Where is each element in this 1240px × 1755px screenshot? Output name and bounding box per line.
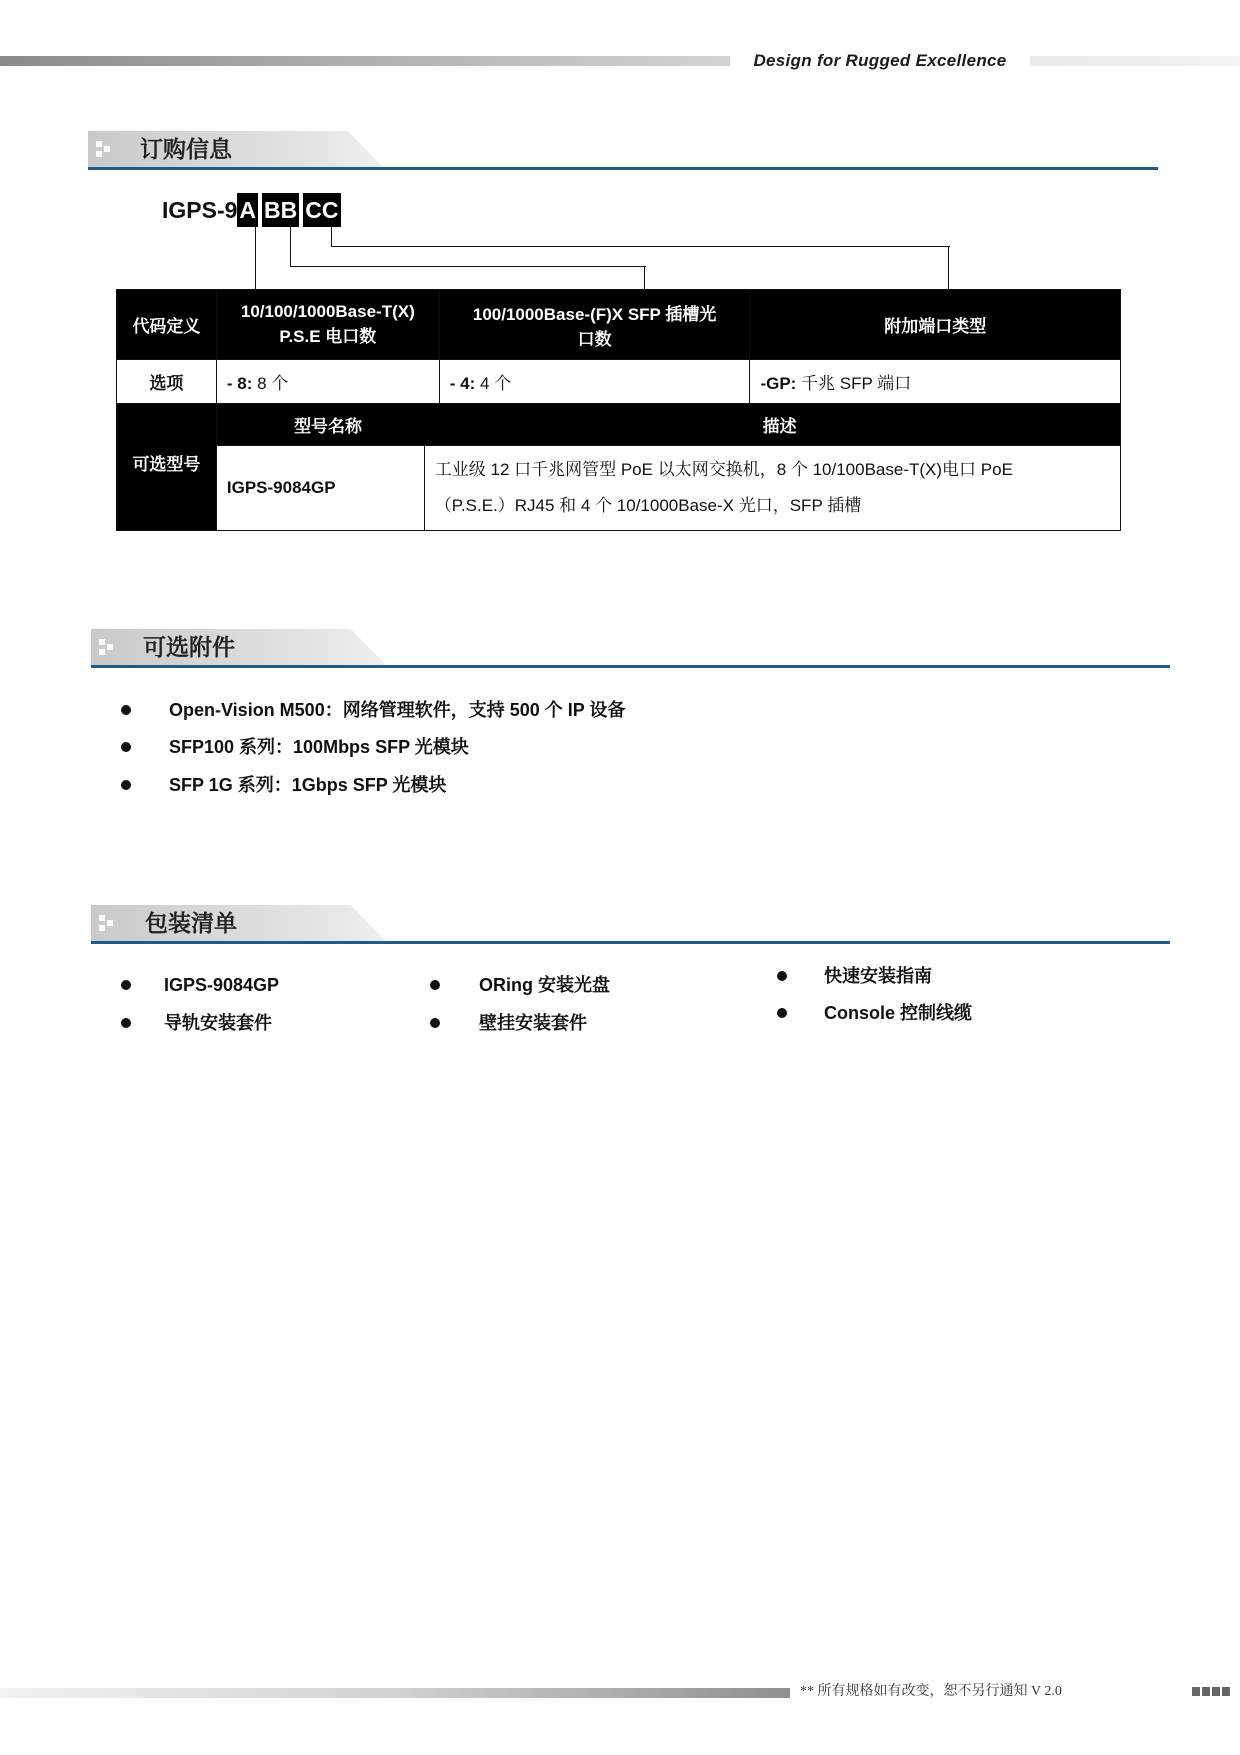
option-label: 选项: [117, 360, 217, 404]
footer-band: [0, 1688, 790, 1698]
section-tab: [91, 905, 386, 941]
ordering-table: [116, 289, 1121, 531]
section-title: 订购信息: [140, 136, 232, 162]
bullet-dot: [121, 780, 131, 790]
section-rule: [91, 665, 1170, 668]
accessory-item: SFP100 系列：100Mbps SFP 光模块: [169, 737, 469, 757]
section-bullet-icon: [96, 141, 112, 157]
col-extra-header: 附加端口类型: [750, 290, 1121, 360]
option-sfp-text: 4 个: [475, 374, 512, 393]
model-code-a: A: [237, 193, 258, 227]
section-heading-accessories: [91, 629, 1170, 667]
option-extra-code: -GP:: [760, 374, 797, 393]
col-ports-header: [216, 290, 439, 360]
section-bullet-icon: [99, 915, 115, 931]
model-description: [424, 446, 1120, 531]
table-row-options: [117, 360, 1121, 404]
section-rule: [88, 167, 1158, 170]
col-ports-header-line1: 10/100/1000Base-T(X): [240, 302, 415, 321]
model-description-line2: （P.S.E.）RJ45 和 4 个 10/1000Base-X 光口，SFP 插槽: [434, 496, 862, 515]
accessory-item: SFP 1G 系列：1Gbps SFP 光模块: [169, 775, 447, 795]
package-item: IGPS-9084GP: [164, 975, 280, 995]
model-code-cc: CC: [303, 193, 340, 227]
option-ports-code: - 8:: [226, 374, 253, 393]
col-ports-header-line2: P.S.E 电口数: [279, 327, 377, 346]
table-row-model-header: [117, 404, 1121, 446]
package-item: 导轨安装套件: [164, 1013, 272, 1033]
connector-bb-drop: [644, 266, 645, 289]
section-tab: [88, 131, 383, 167]
option-sfp: [439, 360, 750, 404]
section-heading-package: [91, 905, 1170, 943]
option-extra-text: 千兆 SFP 端口: [796, 374, 912, 393]
package-item: 快速安装指南: [824, 966, 932, 986]
section-tab: [91, 629, 386, 665]
bullet-dot: [121, 1018, 131, 1028]
bullet-dot: [121, 980, 131, 990]
bullet-dot: [121, 705, 131, 715]
accessory-item: Open-Vision M500：网络管理软件，支持 500 个 IP 设备: [169, 700, 626, 720]
bullet-dot: [430, 980, 440, 990]
connector-cc-drop: [948, 246, 949, 289]
bullet-dot: [777, 1008, 787, 1018]
model-code: [162, 193, 341, 227]
section-title: 可选附件: [143, 634, 235, 660]
option-ports-text: 8 个: [252, 374, 289, 393]
connector-a: [255, 226, 256, 289]
connector-cc: [331, 226, 950, 247]
section-bullet-icon: [99, 639, 115, 655]
description-header: 描述: [439, 404, 1120, 446]
footer-note: ** 所有规格如有改变，恕不另行通知 V 2.0: [800, 1684, 1062, 1699]
header-band: [0, 56, 1240, 66]
option-ports: [216, 360, 439, 404]
code-def-label: 代码定义: [117, 290, 217, 360]
col-sfp-header-line2: 口数: [577, 329, 612, 349]
model-description-line1: 工业级 12 口千兆网管型 PoE 以太网交换机，8 个 10/100Base-T(X)电口 PoE: [434, 460, 1013, 479]
table-header-row: [117, 290, 1121, 360]
section-rule: [91, 941, 1170, 944]
col-sfp-header: [439, 290, 750, 360]
bullet-dot: [430, 1018, 440, 1028]
bullet-dot: [121, 742, 131, 752]
footer-squares-icon: [1192, 1687, 1230, 1697]
bullet-dot: [777, 971, 787, 981]
col-sfp-header-line1: 100/1000Base-(F)X SFP 插槽光: [472, 304, 717, 324]
package-item: Console 控制线缆: [824, 1003, 973, 1023]
package-item: 壁挂安装套件: [479, 1013, 587, 1033]
table-row-model: [117, 446, 1121, 531]
models-label: 可选型号: [117, 404, 217, 531]
package-item: ORing 安装光盘: [479, 975, 610, 995]
option-extra: [750, 360, 1121, 404]
section-title: 包装清单: [145, 910, 237, 936]
model-code-bb: BB: [262, 193, 299, 227]
model-name: IGPS-9084GP: [216, 446, 424, 531]
model-name-header: 型号名称: [216, 404, 439, 446]
section-heading-ordering: [88, 131, 1158, 169]
tagline: Design for Rugged Excellence: [730, 48, 1030, 74]
option-sfp-code: - 4:: [449, 374, 476, 393]
model-code-prefix: IGPS-9: [162, 197, 238, 223]
